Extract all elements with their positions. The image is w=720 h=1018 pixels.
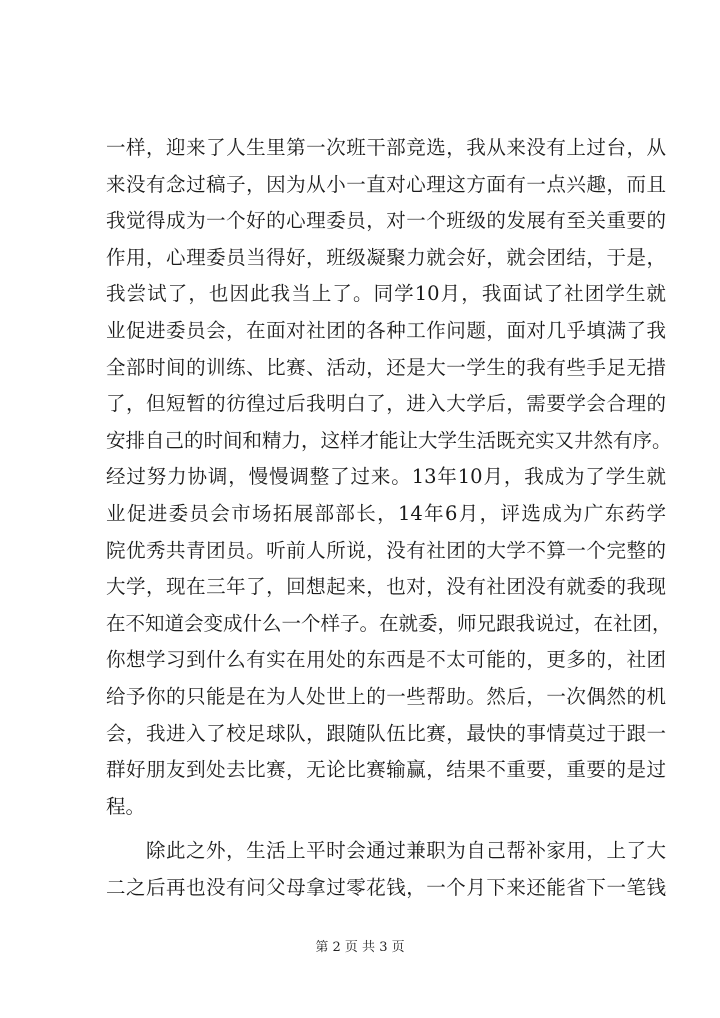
paragraph-1 — [106, 130, 672, 825]
text-line: 业促进委员会市场拓展部部长，14年6月，评选成为广东药学 — [106, 501, 666, 525]
text-line: 给予你的只能是在为人处世上的一些帮助。然后，一次偶然的机 — [106, 684, 666, 708]
text-line: 我觉得成为一个好的心理委员，对一个班级的发展有至关重要的 — [106, 209, 666, 233]
text-line: 了，但短暂的彷徨过后我明白了，进入大学后，需要学会合理的 — [106, 392, 666, 416]
text-line: 二之后再也没有问父母拿过零花钱，一个月下来还能省下一笔钱 — [106, 875, 666, 899]
text-line: 一样，迎来了人生里第一次班干部竞选，我从来没有上过台，从 — [106, 136, 666, 159]
page-footer: 第 2 页 共 3 页 — [315, 940, 405, 955]
text-line: 经过努力协调，慢慢调整了过来。13年10月，我成为了学生就 — [106, 465, 666, 489]
body-text — [106, 130, 672, 906]
text-line: 作用，心理委员当得好，班级凝聚力就会好，就会团结，于是， — [106, 245, 666, 269]
text-line: 来没有念过稿子，因为从小一直对心理这方面有一点兴趣，而且 — [106, 172, 666, 196]
text-line: 除此之外，生活上平时会通过兼职为自己帮补家用，上了大 — [146, 839, 666, 863]
text-line: 你想学习到什么有实在用处的东西是不太可能的，更多的，社团 — [106, 648, 666, 672]
text-line: 院优秀共青团员。听前人所说，没有社团的大学不算一个完整的 — [106, 538, 666, 562]
text-line: 全部时间的训练、比赛、活动，还是大一学生的我有些手足无措 — [106, 355, 666, 379]
paragraph-spacer — [106, 825, 666, 833]
text-line: 业促进委员会，在面对社团的各种工作问题，面对几乎填满了我 — [106, 318, 666, 342]
text-line: 大学，现在三年了，回想起来，也对，没有社团没有就委的我现 — [106, 575, 666, 599]
text-line: 安排自己的时间和精力，这样才能让大学生活既充实又井然有序。 — [106, 428, 672, 452]
text-line: 程。 — [106, 794, 146, 818]
text-line: 我尝试了，也因此我当上了。同学10月，我面试了社团学生就 — [106, 282, 666, 306]
text-line: 在不知道会变成什么一个样子。在就委，师兄跟我说过，在社团， — [106, 611, 672, 635]
text-line: 会，我进入了校足球队，跟随队伍比赛，最快的事情莫过于跟一 — [106, 721, 666, 745]
text-line: 群好朋友到处去比赛，无论比赛输赢，结果不重要，重要的是过 — [106, 758, 666, 782]
paragraph-2 — [106, 833, 666, 906]
